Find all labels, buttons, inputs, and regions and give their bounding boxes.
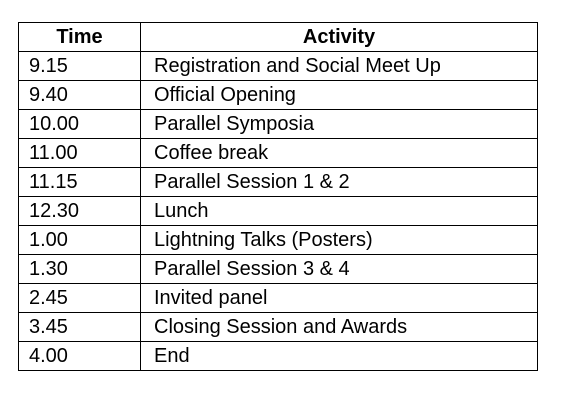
time-cell: 11.00 bbox=[19, 139, 141, 168]
time-cell: 1.30 bbox=[19, 255, 141, 284]
column-header-activity: Activity bbox=[141, 23, 538, 52]
activity-cell: Coffee break bbox=[141, 139, 538, 168]
activity-cell: Parallel Session 3 & 4 bbox=[141, 255, 538, 284]
table-row bbox=[19, 313, 538, 342]
table-header bbox=[19, 23, 538, 52]
table-row bbox=[19, 226, 538, 255]
table-body bbox=[19, 52, 538, 371]
time-cell: 9.40 bbox=[19, 81, 141, 110]
time-cell: 1.00 bbox=[19, 226, 141, 255]
time-cell: 4.00 bbox=[19, 342, 141, 371]
column-header-time: Time bbox=[19, 23, 141, 52]
activity-cell: Registration and Social Meet Up bbox=[141, 52, 538, 81]
activity-cell: Parallel Session 1 & 2 bbox=[141, 168, 538, 197]
table-row bbox=[19, 81, 538, 110]
activity-cell: Official Opening bbox=[141, 81, 538, 110]
activity-cell: Lightning Talks (Posters) bbox=[141, 226, 538, 255]
time-cell: 11.15 bbox=[19, 168, 141, 197]
activity-cell: Invited panel bbox=[141, 284, 538, 313]
time-cell: 12.30 bbox=[19, 197, 141, 226]
schedule-table bbox=[18, 22, 538, 371]
header-row bbox=[19, 23, 538, 52]
table-row bbox=[19, 52, 538, 81]
table-row bbox=[19, 197, 538, 226]
table-row bbox=[19, 168, 538, 197]
time-cell: 3.45 bbox=[19, 313, 141, 342]
table-row bbox=[19, 110, 538, 139]
time-cell: 9.15 bbox=[19, 52, 141, 81]
activity-cell: Lunch bbox=[141, 197, 538, 226]
table-row bbox=[19, 284, 538, 313]
time-cell: 2.45 bbox=[19, 284, 141, 313]
table-row bbox=[19, 139, 538, 168]
table-row bbox=[19, 255, 538, 284]
activity-cell: Parallel Symposia bbox=[141, 110, 538, 139]
activity-cell: End bbox=[141, 342, 538, 371]
activity-cell: Closing Session and Awards bbox=[141, 313, 538, 342]
table-row bbox=[19, 342, 538, 371]
time-cell: 10.00 bbox=[19, 110, 141, 139]
